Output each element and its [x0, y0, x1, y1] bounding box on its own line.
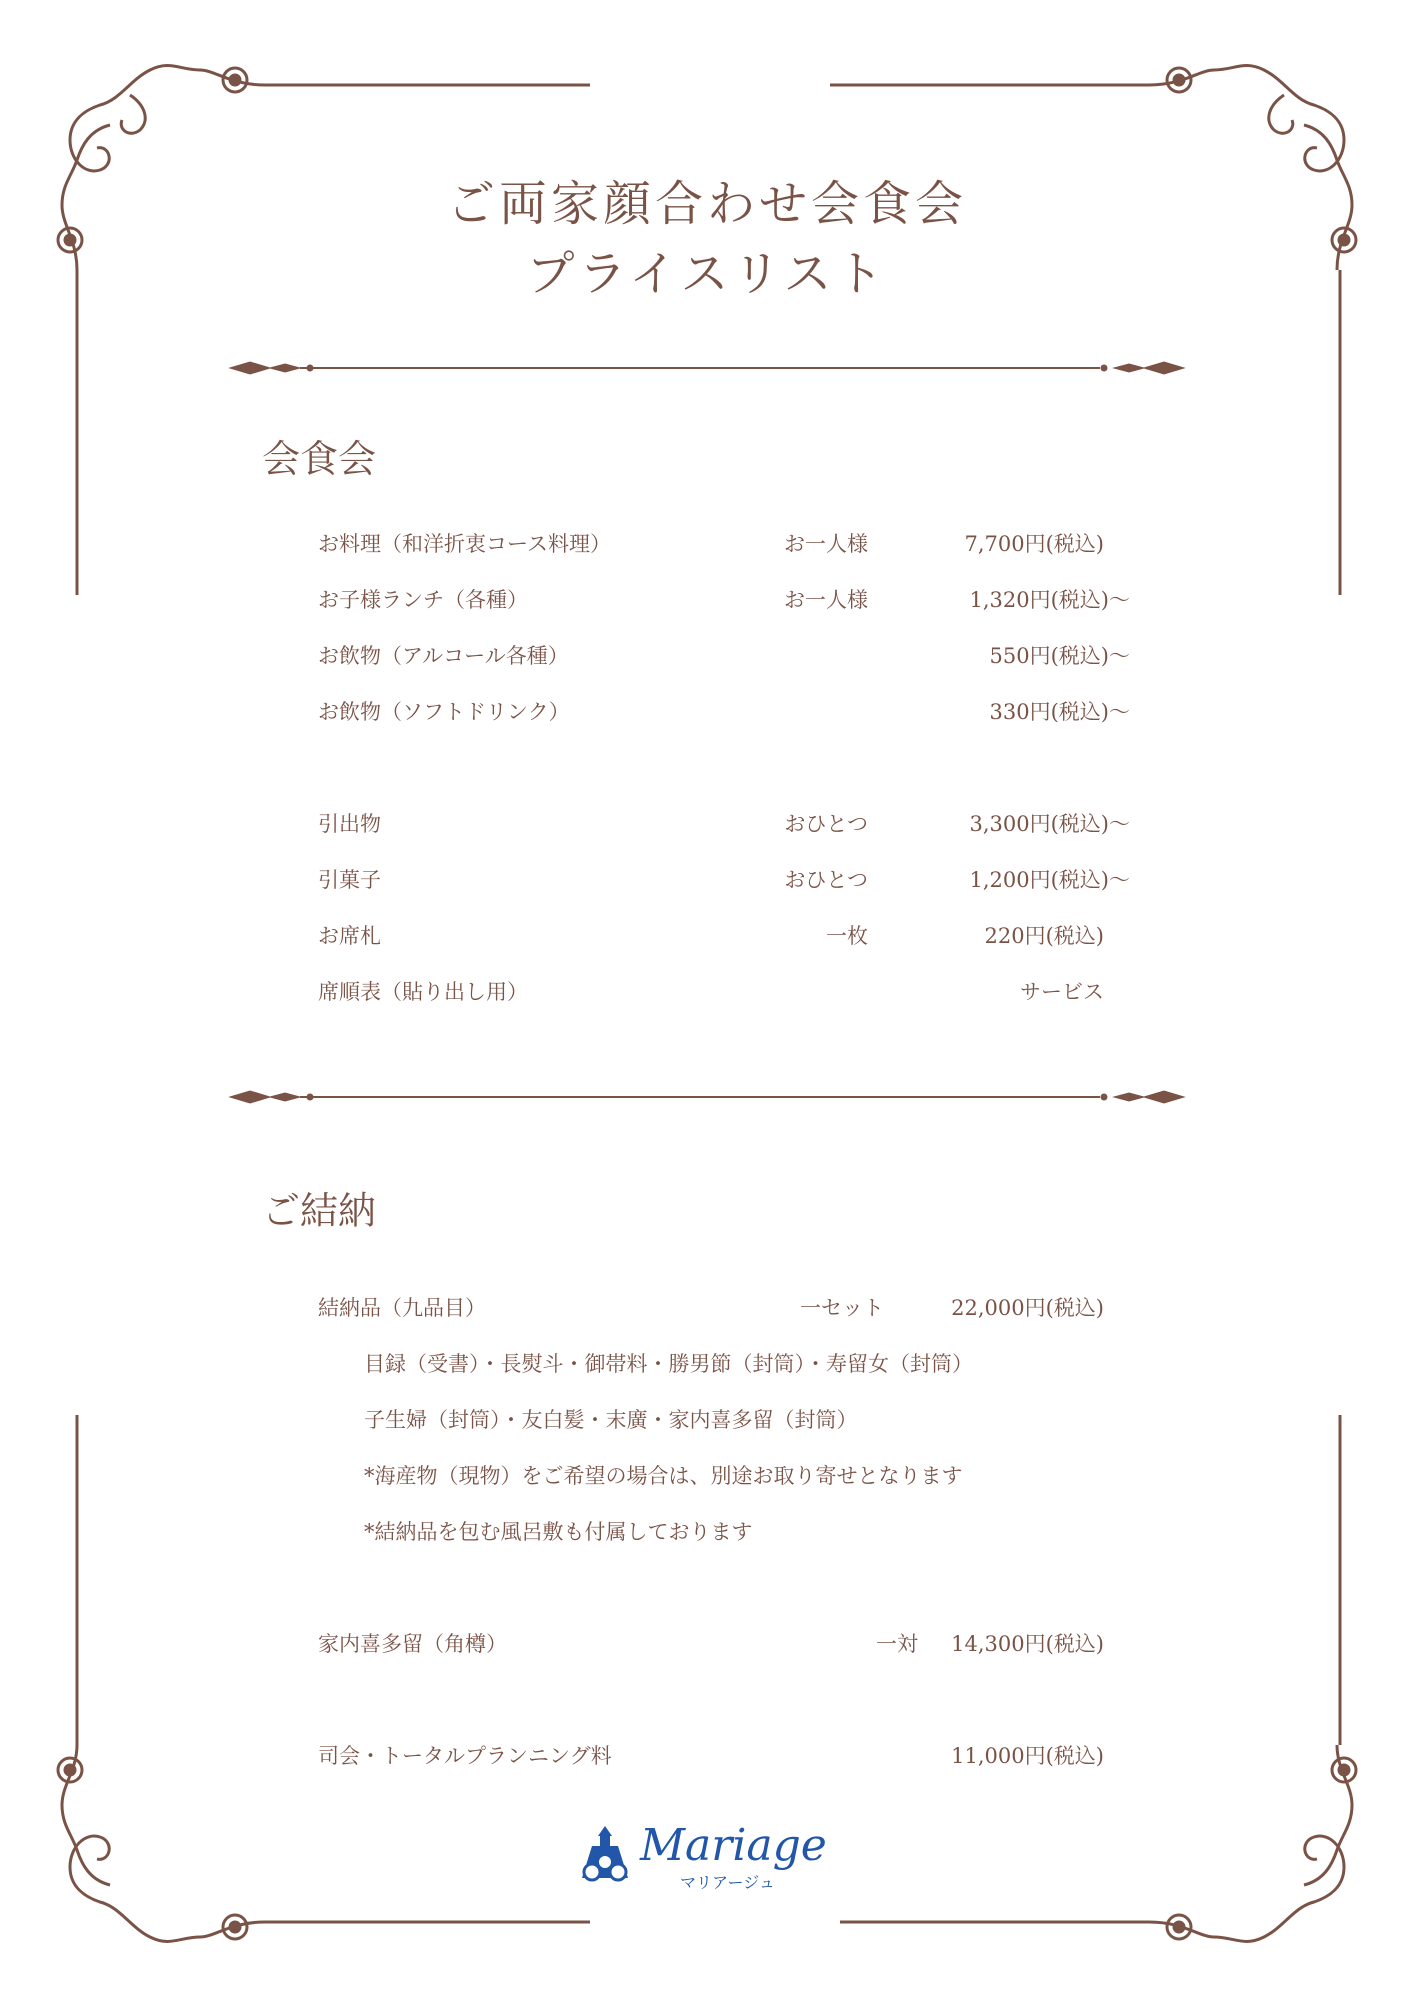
- divider-top: [230, 362, 1184, 374]
- price-row: [318, 1292, 1104, 1322]
- corner-flourish-bottom-left: [58, 1745, 265, 1941]
- page-title-line2: プライスリスト: [526, 246, 888, 302]
- item-unit: おひとつ: [784, 868, 868, 892]
- betrothal-note: 目録（受書）・長熨斗・御帯料・勝男節（封筒）・寿留女（封筒）: [364, 1352, 973, 1376]
- page-title-line1: ご両家顔合わせ会食会: [446, 176, 967, 232]
- price-row: [318, 976, 1104, 1006]
- item-label: お料理（和洋折衷コース料理）: [318, 532, 611, 556]
- price-row: [318, 584, 1130, 614]
- item-price: 7,700円(税込): [964, 532, 1104, 556]
- item-label: お席札: [318, 924, 381, 948]
- logo-wordmark: Mariage: [640, 1820, 827, 1871]
- item-unit: 一セット: [800, 1296, 884, 1320]
- item-price: 220円(税込): [984, 924, 1104, 948]
- item-price: 22,000円(税込): [951, 1296, 1104, 1320]
- price-row: [318, 528, 1104, 558]
- item-label: 司会・トータルプランニング料: [318, 1744, 612, 1768]
- section-heading-betrothal: ご結納: [262, 1189, 377, 1233]
- betrothal-note: 子生婦（封筒）・友白髪・末廣・家内喜多留（封筒）: [364, 1408, 858, 1432]
- item-price: サービス: [1020, 980, 1104, 1004]
- mariage-logo: [572, 1820, 842, 1890]
- price-row: [318, 808, 1130, 838]
- item-unit: おひとつ: [784, 812, 868, 836]
- item-label: お子様ランチ（各種）: [318, 588, 528, 612]
- divider-middle: [230, 1091, 1184, 1103]
- item-label: 結納品（九品目）: [318, 1296, 486, 1320]
- item-label: お飲物（ソフトドリンク）: [318, 700, 570, 724]
- price-row: [318, 920, 1104, 950]
- logo-emblem-icon: [572, 1822, 638, 1888]
- price-row: [318, 696, 1130, 726]
- price-row: [318, 640, 1130, 670]
- logo-kana: マリアージュ: [680, 1873, 775, 1892]
- item-label: お飲物（アルコール各種）: [318, 644, 569, 668]
- corner-flourish-bottom-right: [1149, 1745, 1356, 1941]
- item-price: 330円(税込)～: [989, 700, 1130, 724]
- price-row: [318, 1628, 1104, 1658]
- betrothal-note: *結納品を包む風呂敷も付属しております: [364, 1520, 753, 1544]
- betrothal-note: *海産物（現物）をご希望の場合は、別途お取り寄せとなります: [364, 1464, 963, 1488]
- item-price: 1,320円(税込)～: [969, 588, 1130, 612]
- item-label: 引菓子: [318, 868, 381, 892]
- item-unit: お一人様: [784, 588, 868, 612]
- item-label: 家内喜多留（角樽）: [318, 1632, 507, 1656]
- item-price: 14,300円(税込): [951, 1632, 1104, 1656]
- item-unit: 一枚: [826, 924, 868, 948]
- section-heading-dinner: 会食会: [262, 437, 377, 481]
- item-label: 席順表（貼り出し用）: [318, 980, 528, 1004]
- item-price: 11,000円(税込): [951, 1744, 1104, 1768]
- item-price: 3,300円(税込)～: [969, 812, 1130, 836]
- price-row: [318, 1740, 1104, 1770]
- item-label: 引出物: [318, 812, 381, 836]
- item-unit: 一対: [876, 1632, 918, 1656]
- item-price: 550円(税込)～: [989, 644, 1130, 668]
- price-row: [318, 864, 1130, 894]
- item-unit: お一人様: [784, 532, 868, 556]
- item-price: 1,200円(税込)～: [969, 868, 1130, 892]
